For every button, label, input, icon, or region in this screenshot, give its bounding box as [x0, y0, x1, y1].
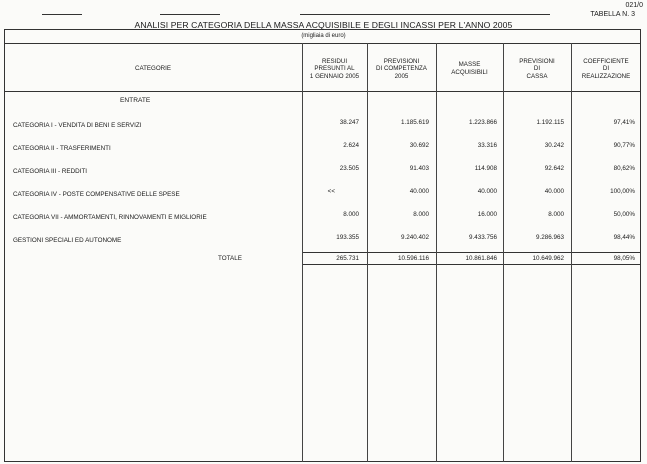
cell-coefficiente: 50,00% [613, 211, 635, 218]
column-divider [571, 43, 572, 462]
row-category: CATEGORIA II - TRASFERIMENTI [13, 145, 111, 152]
cell-coefficiente: 100,00% [610, 188, 635, 195]
row-category: CATEGORIA VII - AMMORTAMENTI, RINNOVAMENTI E MIGLIORIE [13, 214, 207, 221]
cell-coefficiente: 97,41% [613, 119, 635, 126]
header-competenza: PREVISIONI DI COMPETENZA 2005 [376, 57, 427, 80]
cell-cassa: 40.000 [544, 188, 564, 195]
top-rule-mid [160, 14, 220, 15]
cell-residui: 38.247 [339, 119, 359, 126]
cell-cassa: 30.242 [544, 142, 564, 149]
header-coefficiente: COEFFICIENTE DI REALIZZAZIONE [581, 57, 631, 80]
total-label: TOTALE [218, 255, 242, 262]
cell-coefficiente: 80,62% [613, 165, 635, 172]
page-code: 021/0 [625, 2, 643, 9]
row-category: GESTIONI SPECIALI ED AUTONOME [13, 237, 122, 244]
row-category: CATEGORIA III - REDDITI [13, 168, 88, 175]
cell-masse: 33.316 [477, 142, 497, 149]
cell-masse: 1.223.866 [468, 119, 497, 126]
page-title: ANALISI PER CATEGORIA DELLA MASSA ACQUISIBILE E DEGLI INCASSI PER L'ANNO 2005 [134, 20, 513, 30]
cell-cassa: 9.286.963 [535, 234, 564, 241]
total-coefficiente: 98,05% [613, 255, 635, 262]
column-divider [436, 43, 437, 462]
cell-masse: 16.000 [477, 211, 497, 218]
header-categorie: CATEGORIE [135, 65, 171, 73]
cell-residui: 8.000 [343, 211, 359, 218]
cell-residui: 23.505 [339, 165, 359, 172]
total-bottom-rule [302, 264, 641, 265]
top-rule-right [300, 14, 550, 15]
column-divider [503, 43, 504, 462]
header-masse: MASSE ACQUISIBILI [451, 61, 488, 76]
total-residui: 265.731 [336, 255, 359, 262]
cell-competenza: 40.000 [409, 188, 429, 195]
cell-competenza: 9.240.402 [400, 234, 429, 241]
header-cassa: PREVISIONI DI CASSA [519, 57, 555, 80]
cell-cassa: 8.000 [548, 211, 564, 218]
cell-masse: 114.908 [474, 165, 497, 172]
table-reference: TABELLA N. 3 [590, 11, 635, 18]
total-masse: 10.861.846 [465, 255, 497, 262]
cell-coefficiente: 98,44% [613, 234, 635, 241]
header-residui: RESIDUI PRESUNTI AL 1 GENNAIO 2005 [309, 57, 360, 80]
cell-cassa: 92.642 [544, 165, 564, 172]
cell-residui: 193.355 [336, 234, 359, 241]
row-category: CATEGORIA IV - POSTE COMPENSATIVE DELLE SPESE [13, 191, 180, 198]
header-top-rule [4, 43, 641, 44]
cell-competenza: 1.185.619 [400, 119, 429, 126]
cell-masse: 9.433.756 [468, 234, 497, 241]
unit-label: (migliaia di euro) [301, 33, 346, 39]
cell-competenza: 91.403 [409, 165, 429, 172]
cell-residui: << [327, 188, 335, 195]
cell-residui: 2.624 [343, 142, 359, 149]
column-divider [302, 43, 303, 462]
cell-masse: 40.000 [477, 188, 497, 195]
column-divider [367, 43, 368, 462]
total-competenza: 10.596.116 [397, 255, 429, 262]
cell-competenza: 30.692 [409, 142, 429, 149]
section-label: ENTRATE [120, 97, 151, 104]
cell-competenza: 8.000 [413, 211, 429, 218]
cell-coefficiente: 90,77% [613, 142, 635, 149]
top-rule-left [42, 14, 82, 15]
total-top-rule [302, 252, 641, 253]
total-cassa: 10.649.962 [532, 255, 564, 262]
row-category: CATEGORIA I - VENDITA DI BENI E SERVIZI [13, 122, 142, 129]
header-bottom-rule [4, 91, 641, 92]
cell-cassa: 1.192.115 [536, 119, 564, 126]
table-frame [4, 29, 641, 462]
